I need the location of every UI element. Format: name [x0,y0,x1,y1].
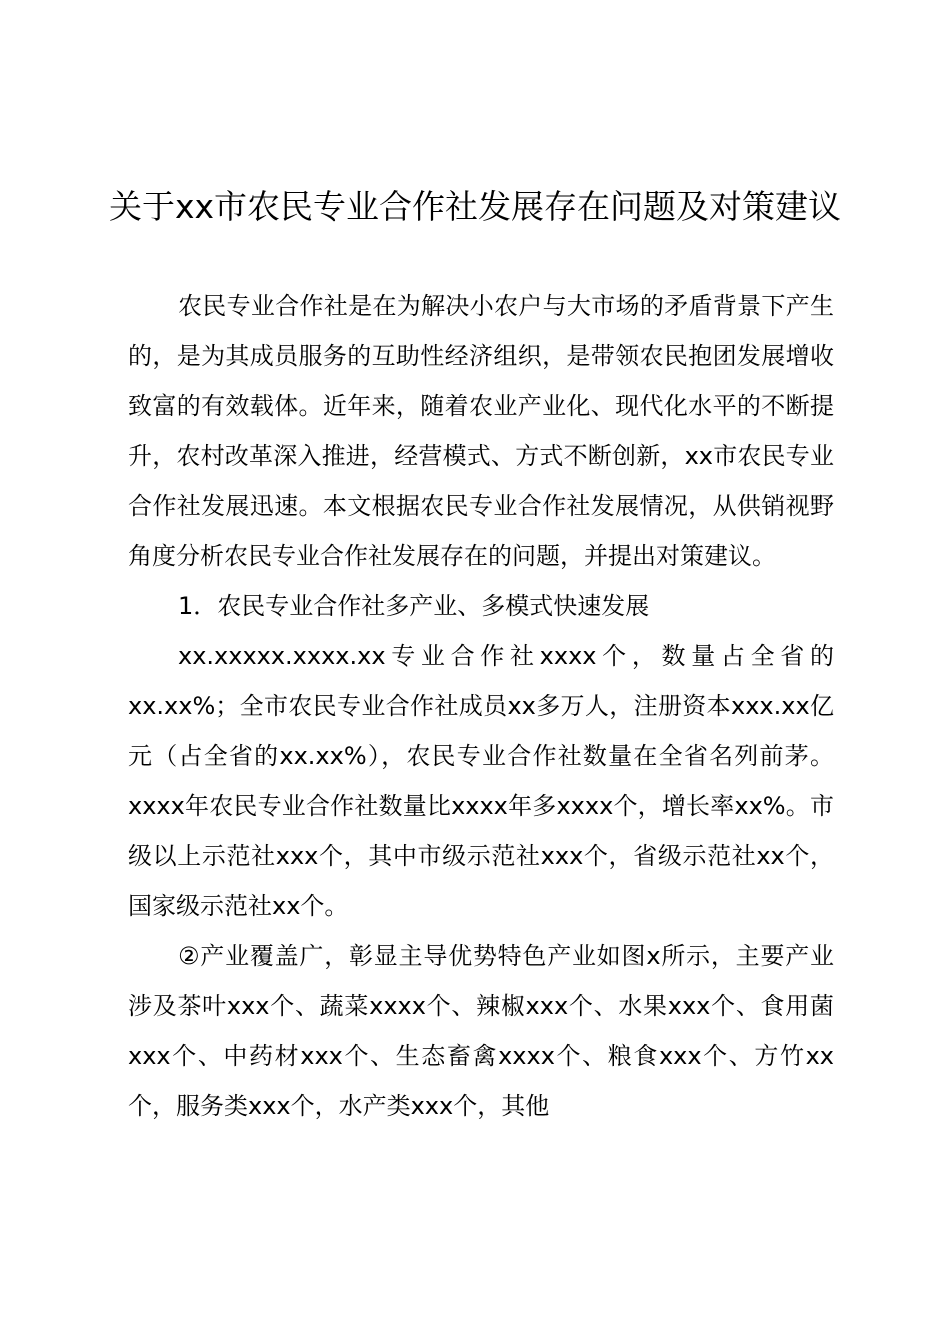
document-body [128,281,834,1131]
paragraph-industry-coverage: ②产业覆盖广，彰显主导优势特色产业如图x所示，主要产业涉及茶叶xxx个、蔬菜xxxx个、辣椒xxx个、水果xxx个、食用菌xxx个、中药材xxx个、生态畜禽xxxx个、粮食xxx个、方竹xx个，服务类xxx个，水产类xxx个，其他 [128,942,834,1120]
document-title: 关于xx市农民专业合作社发展存在问题及对策建议 [108,187,842,226]
paragraph-intro: 农民专业合作社是在为解决小农户与大市场的矛盾背景下产生的，是为其成员服务的互助性经济组织，是带领农民抱团发展增收致富的有效载体。近年来，随着农业产业化、现代化水平的不断提升，农村改革深入推进，经营模式、方式不断创新，xx市农民专业合作社发展迅速。本文根据农民专业合作社发展情况，从供销视野角度分析农民专业合作社发展存在的问题，并提出对策建议。 [128,292,834,570]
section-heading-1: 1．农民专业合作社多产业、多模式快速发展 [178,592,650,620]
paragraph-statistics: xx.xxxxx.xxxx.xx专业合作社xxxx个，数量占全省的xx.xx%；全市农民专业合作社成员xx多万人，注册资本xxx.xx亿元（占全省的xx.xx%），农民专业合作社数量在全省名列前茅。xxxx年农民专业合作社数量比xxxx年多xxxx个，增长率xx%。市级以上示范社xxx个，其中市级示范社xxx个，省级示范社xx个，国家级示范社xx个。 [128,642,834,920]
